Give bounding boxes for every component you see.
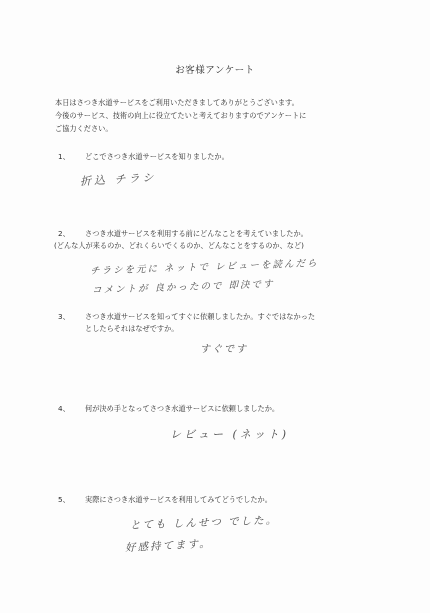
question-text: 実際にさつき水道サービスを利用してみてどうでしたか。 (85, 495, 272, 504)
handwritten-answer-2-line-1: チラシを元に ネットで レビューを読んだら (89, 258, 319, 277)
intro-line: 今後のサービス、技術の向上に役立てたいと考えておりますのでアンケートに (55, 111, 307, 120)
intro-line: 本日はさつき水道サービスをご利用いただきましてありがとうございます。 (55, 98, 299, 107)
question-text: さつき水道サービスを利用する前にどんなことを考えていましたか。 (85, 229, 308, 238)
page-title: お客様アンケート (175, 65, 255, 76)
question-2 (54, 228, 398, 252)
question-text: どこでさつき水道サービスを知りましたか。 (85, 152, 229, 161)
question-1 (58, 151, 398, 163)
handwritten-answer-3: すぐです (200, 344, 248, 355)
question-text-continued: としたらそれはなぜですか。 (85, 324, 179, 333)
question-number: 3、 (58, 312, 70, 321)
intro-line: ご協力ください。 (55, 124, 113, 133)
handwritten-answer-2-line-2: コメントが 良かったので 即決です (91, 278, 275, 297)
handwritten-answer-5-line-1: とても しんせつ でした。 (129, 514, 279, 532)
question-subtext: (どんな人が来るのか、どれくらいでくるのか、どんなことをするのか、など) (54, 241, 304, 250)
intro-paragraph (55, 96, 400, 135)
handwritten-answer-1: 折込 チラシ (79, 171, 157, 188)
question-text: 何が決め手となってさつき水道サービスに依頼しましたか。 (85, 404, 280, 413)
question-number: 4、 (58, 404, 70, 413)
handwritten-answer-5-line-2: 好感持てます。 (124, 537, 212, 555)
question-number: 5、 (58, 495, 70, 504)
question-4 (58, 403, 398, 415)
question-5 (58, 494, 398, 506)
question-number: 1、 (58, 152, 70, 161)
question-text: さつき水道サービスを知ってすぐに依頼しましたか。すぐではなかった (85, 312, 316, 321)
question-number: 2、 (58, 229, 70, 238)
handwritten-answer-4: レビュー (ネット) (170, 428, 290, 441)
question-3 (58, 311, 398, 335)
